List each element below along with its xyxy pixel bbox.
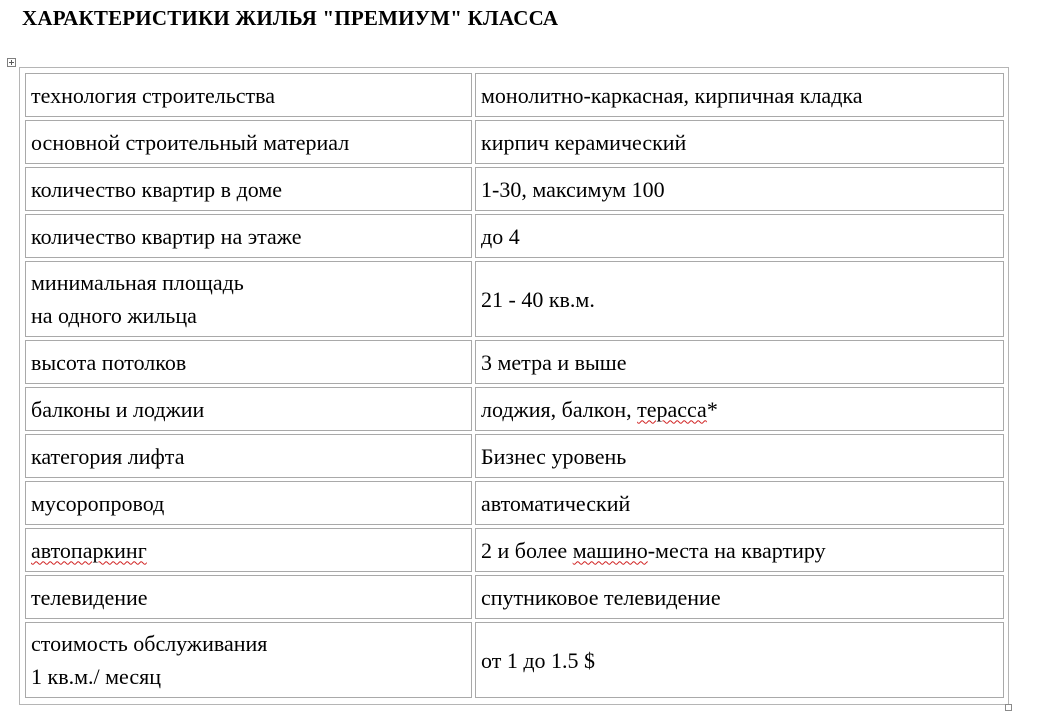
table-row bbox=[25, 575, 1004, 619]
value-text: * bbox=[706, 396, 718, 422]
value-cell[interactable] bbox=[475, 387, 1004, 431]
value-text: лоджия, балкон, bbox=[481, 396, 638, 422]
spellcheck-flagged-word[interactable]: машино bbox=[572, 537, 648, 563]
value-cell[interactable]: кирпич керамический bbox=[475, 120, 1004, 164]
parameter-line-2: на одного жильца bbox=[31, 303, 197, 328]
value-cell[interactable]: Бизнес уровень bbox=[475, 434, 1004, 478]
table-row bbox=[25, 167, 1004, 211]
parameter-cell[interactable]: балконы и лоджии bbox=[25, 387, 472, 431]
document-title: ХАРАКТЕРИСТИКИ ЖИЛЬЯ "ПРЕМИУМ" КЛАССА bbox=[22, 6, 559, 30]
value-cell[interactable]: от 1 до 1.5 $ bbox=[475, 622, 1004, 698]
parameter-line-2: 1 кв.м./ месяц bbox=[31, 664, 162, 689]
value-cell[interactable]: автоматический bbox=[475, 481, 1004, 525]
table-resize-handle-icon[interactable] bbox=[1005, 704, 1012, 711]
parameter-cell[interactable]: телевидение bbox=[25, 575, 472, 619]
table-row bbox=[25, 434, 1004, 478]
table-row bbox=[25, 120, 1004, 164]
table-row bbox=[25, 73, 1004, 117]
parameter-cell[interactable]: категория лифта bbox=[25, 434, 472, 478]
table-row bbox=[25, 340, 1004, 384]
table-row bbox=[25, 214, 1004, 258]
parameter-line-1: стоимость обслуживания bbox=[31, 631, 268, 656]
value-cell[interactable]: спутниковое телевидение bbox=[475, 575, 1004, 619]
value-cell[interactable]: 21 - 40 кв.м. bbox=[475, 261, 1004, 337]
value-cell[interactable] bbox=[475, 528, 1004, 572]
parameter-cell[interactable] bbox=[25, 528, 472, 572]
parameter-cell[interactable]: количество квартир на этаже bbox=[25, 214, 472, 258]
parameter-cell[interactable] bbox=[25, 261, 472, 337]
table-row bbox=[25, 622, 1004, 698]
value-text: -места на квартиру bbox=[647, 537, 826, 563]
spellcheck-flagged-word[interactable]: терасса bbox=[637, 396, 707, 422]
parameter-cell[interactable]: мусоропровод bbox=[25, 481, 472, 525]
parameter-cell[interactable] bbox=[25, 622, 472, 698]
value-cell[interactable]: монолитно-каркасная, кирпичная кладка bbox=[475, 73, 1004, 117]
table-move-handle-icon[interactable] bbox=[7, 58, 16, 67]
parameter-cell[interactable]: основной строительный материал bbox=[25, 120, 472, 164]
value-text: 2 и более bbox=[481, 537, 573, 563]
table-row bbox=[25, 261, 1004, 337]
value-cell[interactable]: 3 метра и выше bbox=[475, 340, 1004, 384]
value-cell[interactable]: 1-30, максимум 100 bbox=[475, 167, 1004, 211]
table-row bbox=[25, 528, 1004, 572]
table-row bbox=[25, 387, 1004, 431]
parameter-cell[interactable]: высота потолков bbox=[25, 340, 472, 384]
parameter-cell[interactable]: количество квартир в доме bbox=[25, 167, 472, 211]
value-cell[interactable]: до 4 bbox=[475, 214, 1004, 258]
specifications-table bbox=[22, 70, 1007, 701]
table-row bbox=[25, 481, 1004, 525]
parameter-line-1: минимальная площадь bbox=[31, 270, 244, 295]
spellcheck-flagged-word[interactable]: автопаркинг bbox=[31, 537, 147, 563]
parameter-cell[interactable]: технология строительства bbox=[25, 73, 472, 117]
